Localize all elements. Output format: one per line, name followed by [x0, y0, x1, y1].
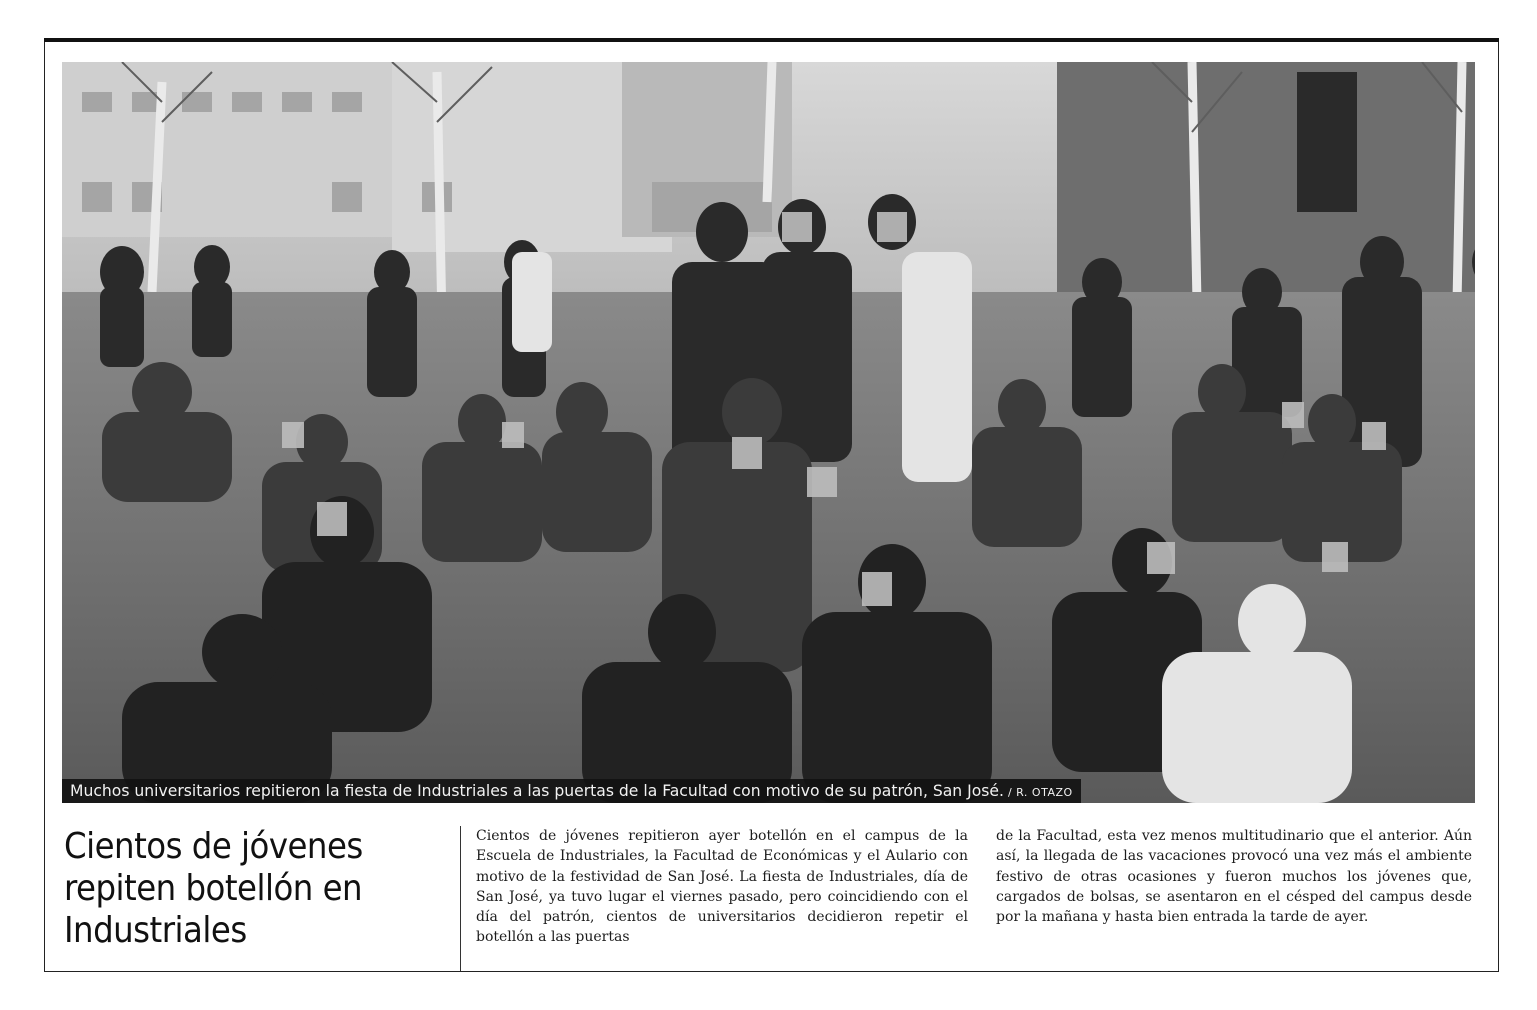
- column-divider: [460, 826, 461, 971]
- photo-caption: [62, 779, 1081, 803]
- article-column-2: de la Facultad, esta vez menos multitudinario que el anterior. Aún así, la llegada de las vacaciones provocó una vez más el ambiente festivo de otras ocasiones y fueron muchos los jóvenes que, cargados de bolsas, se asentaron en el césped del campus desde por la mañana y hasta bien entrada la tarde de ayer.: [996, 828, 1472, 926]
- caption-text: Muchos universitarios repitieron la fiesta de Industriales a las puertas de la Facultad con motivo de su patrón, San José.: [70, 782, 1004, 800]
- article-headline: Cientos de jóvenes repiten botellón en Industriales: [64, 826, 363, 951]
- crowd-illustration: [62, 62, 1475, 803]
- news-photo: [62, 62, 1475, 803]
- article-column-1: Cientos de jóvenes repitieron ayer botellón en el campus de la Escuela de Industriales, la Facultad de Económicas y el Aulario con motivo de la festividad de San José. La fiesta de Industriales, día de San José, ya tuvo lugar el viernes pasado, pero coincidiendo con el día del patrón, cientos de universitarios decidieron repetir el botellón a las puertas: [476, 828, 968, 946]
- photo-credit: / R. OTAZO: [1007, 786, 1073, 799]
